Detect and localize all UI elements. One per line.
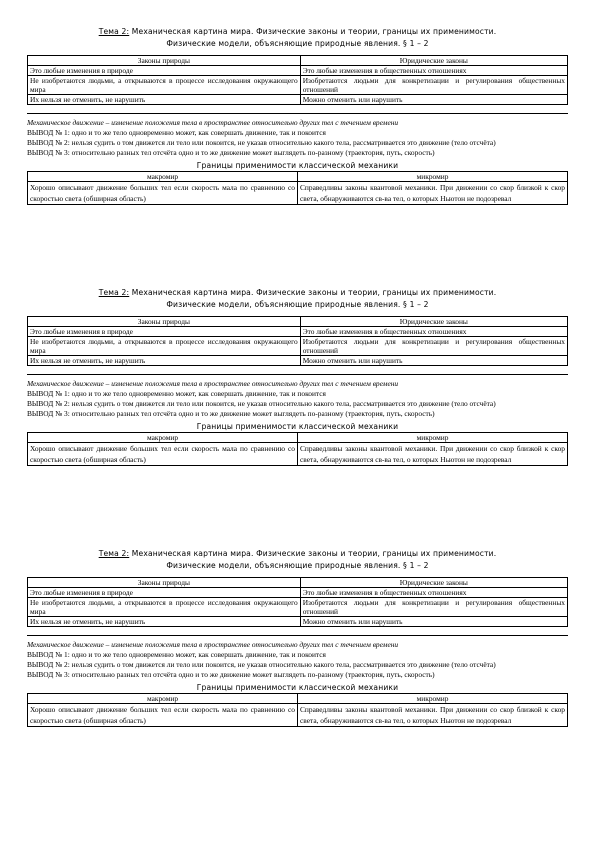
table-cell: Это любые изменения в общественных отношениях	[300, 327, 567, 337]
conclusion-1: ВЫВОД № 1: одно и то же тело одновременно может, как совершать движение, так и покоится	[27, 128, 326, 137]
macroworld-cell: Хорошо описывают движение больших тел если скорость мала по сравнению со скоростью света (обширная область)	[28, 443, 298, 466]
header-macroworld: макромир	[28, 172, 298, 182]
header-microworld: микромир	[298, 694, 568, 704]
bounds-heading: Границы применимости классической механики	[196, 422, 399, 431]
table-cell: Это любые изменения в общественных отношениях	[300, 588, 567, 598]
table-cell: Изобретаются людьми для конкретизации и регулирования общественных отношений	[300, 598, 567, 617]
bounds-heading: Границы применимости классической механики	[196, 161, 399, 170]
table-cell: Не изобретаются людьми, а открываются в процессе исследования окружающего мира	[28, 337, 301, 356]
header-macroworld: макромир	[28, 433, 298, 443]
table-cell: Можно отменить или нарушить	[300, 356, 567, 366]
header-microworld: микромир	[298, 172, 568, 182]
table-row	[28, 66, 568, 76]
motion-definition	[27, 118, 568, 128]
definitions-section	[27, 379, 568, 419]
table-row	[28, 337, 568, 356]
conclusion-1: ВЫВОД № 1: одно и то же тело одновременно может, как совершать движение, так и покоится	[27, 650, 326, 659]
motion-def: – изменение положения тела в пространстве относительно других тел с течением времени	[103, 379, 399, 388]
worksheet-page	[27, 26, 568, 809]
header-legal-laws: Юридические законы	[300, 578, 567, 588]
table-cell: Не изобретаются людьми, а открываются в процессе исследования окружающего мира	[28, 598, 301, 617]
topic-text-line2: Физические модели, объясняющие природные явления. § 1 – 2	[166, 300, 429, 309]
topic-text-line1: Механическая картина мира. Физические законы и теории, границы их применимости.	[129, 27, 497, 36]
table-row	[28, 182, 568, 205]
microworld-cell: Справедливы законы квантовой механики. При движении со скор близкой к скор света, обнаруживаются св-ва тел, о которых Ньютон не подозревал	[298, 443, 568, 466]
table-header-row	[28, 433, 568, 443]
table-cell: Изобретаются людьми для конкретизации и регулирования общественных отношений	[300, 337, 567, 356]
bounds-heading: Границы применимости классической механики	[196, 683, 399, 692]
table-header-row	[28, 172, 568, 182]
table-row	[28, 617, 568, 627]
worksheet-copy-3	[27, 548, 568, 809]
topic-title	[27, 548, 568, 572]
header-nature-laws: Законы природы	[28, 56, 301, 66]
header-microworld: микромир	[298, 433, 568, 443]
definitions-section	[27, 118, 568, 158]
table-cell: Это любые изменения в природе	[28, 588, 301, 598]
table-cell: Их нельзя не отменить, не нарушить	[28, 95, 301, 105]
topic-title	[27, 287, 568, 311]
table-header-row	[28, 56, 568, 66]
conclusion-1: ВЫВОД № 1: одно и то же тело одновременно может, как совершать движение, так и покоится	[27, 389, 326, 398]
laws-comparison-table	[27, 55, 568, 105]
table-cell: Их нельзя не отменить, не нарушить	[28, 356, 301, 366]
topic-label: Тема 2:	[98, 549, 130, 558]
table-cell: Можно отменить или нарушить	[300, 95, 567, 105]
topic-label: Тема 2:	[98, 27, 130, 36]
topic-text-line1: Механическая картина мира. Физические законы и теории, границы их применимости.	[129, 288, 497, 297]
table-row	[28, 95, 568, 105]
motion-def: – изменение положения тела в пространстве относительно других тел с течением времени	[103, 118, 399, 127]
macroworld-cell: Хорошо описывают движение больших тел если скорость мала по сравнению со скоростью света (обширная область)	[28, 182, 298, 205]
table-cell: Это любые изменения в природе	[28, 66, 301, 76]
microworld-cell: Справедливы законы квантовой механики. При движении со скор близкой к скор света, обнаруживаются св-ва тел, о которых Ньютон не подозревал	[298, 704, 568, 727]
conclusion-2: ВЫВОД № 2: нельзя судить о том движется ли тело или покоится, не указав относительно какого тела, рассматривается это движение (тело отсчёта)	[27, 399, 496, 408]
header-legal-laws: Юридические законы	[300, 317, 567, 327]
divider-line	[27, 113, 568, 114]
definitions-section	[27, 640, 568, 680]
table-cell: Изобретаются людьми для конкретизации и регулирования общественных отношений	[300, 76, 567, 95]
bounds-table	[27, 432, 568, 466]
table-header-row	[28, 578, 568, 588]
table-row	[28, 704, 568, 727]
laws-comparison-table	[27, 577, 568, 627]
divider-line	[27, 374, 568, 375]
table-cell: Не изобретаются людьми, а открываются в процессе исследования окружающего мира	[28, 76, 301, 95]
header-nature-laws: Законы природы	[28, 317, 301, 327]
header-nature-laws: Законы природы	[28, 578, 301, 588]
motion-term: Механическое движение	[27, 640, 104, 649]
motion-def: – изменение положения тела в пространстве относительно других тел с течением времени	[103, 640, 399, 649]
conclusion-2: ВЫВОД № 2: нельзя судить о том движется ли тело или покоится, не указав относительно какого тела, рассматривается это движение (тело отсчёта)	[27, 138, 496, 147]
motion-term: Механическое движение	[27, 118, 104, 127]
motion-definition	[27, 379, 568, 389]
conclusion-2: ВЫВОД № 2: нельзя судить о том движется ли тело или покоится, не указав относительно какого тела, рассматривается это движение (тело отсчёта)	[27, 660, 496, 669]
worksheet-copy-1	[27, 26, 568, 287]
table-row	[28, 598, 568, 617]
table-header-row	[28, 317, 568, 327]
table-cell: Их нельзя не отменить, не нарушить	[28, 617, 301, 627]
conclusion-3: ВЫВОД № 3: относительно разных тел отсчёта одно и то же движение может выглядеть по-разному (траектория, путь, скорость)	[27, 670, 435, 679]
conclusion-3: ВЫВОД № 3: относительно разных тел отсчёта одно и то же движение может выглядеть по-разному (траектория, путь, скорость)	[27, 148, 435, 157]
table-row	[28, 327, 568, 337]
table-row	[28, 76, 568, 95]
bounds-table	[27, 171, 568, 205]
motion-term: Механическое движение	[27, 379, 104, 388]
table-header-row	[28, 694, 568, 704]
header-macroworld: макромир	[28, 694, 298, 704]
table-cell: Можно отменить или нарушить	[300, 617, 567, 627]
table-row	[28, 443, 568, 466]
table-cell: Это любые изменения в природе	[28, 327, 301, 337]
table-cell: Это любые изменения в общественных отношениях	[300, 66, 567, 76]
motion-definition	[27, 640, 568, 650]
topic-text-line2: Физические модели, объясняющие природные явления. § 1 – 2	[166, 39, 429, 48]
topic-text-line2: Физические модели, объясняющие природные явления. § 1 – 2	[166, 561, 429, 570]
conclusion-3: ВЫВОД № 3: относительно разных тел отсчёта одно и то же движение может выглядеть по-разному (траектория, путь, скорость)	[27, 409, 435, 418]
table-row	[28, 588, 568, 598]
divider-line	[27, 635, 568, 636]
macroworld-cell: Хорошо описывают движение больших тел если скорость мала по сравнению со скоростью света (обширная область)	[28, 704, 298, 727]
topic-label: Тема 2:	[98, 288, 130, 297]
table-row	[28, 356, 568, 366]
header-legal-laws: Юридические законы	[300, 56, 567, 66]
laws-comparison-table	[27, 316, 568, 366]
topic-text-line1: Механическая картина мира. Физические законы и теории, границы их применимости.	[129, 549, 497, 558]
topic-title	[27, 26, 568, 50]
microworld-cell: Справедливы законы квантовой механики. При движении со скор близкой к скор света, обнаруживаются св-ва тел, о которых Ньютон не подозревал	[298, 182, 568, 205]
bounds-table	[27, 693, 568, 727]
worksheet-copy-2	[27, 287, 568, 548]
